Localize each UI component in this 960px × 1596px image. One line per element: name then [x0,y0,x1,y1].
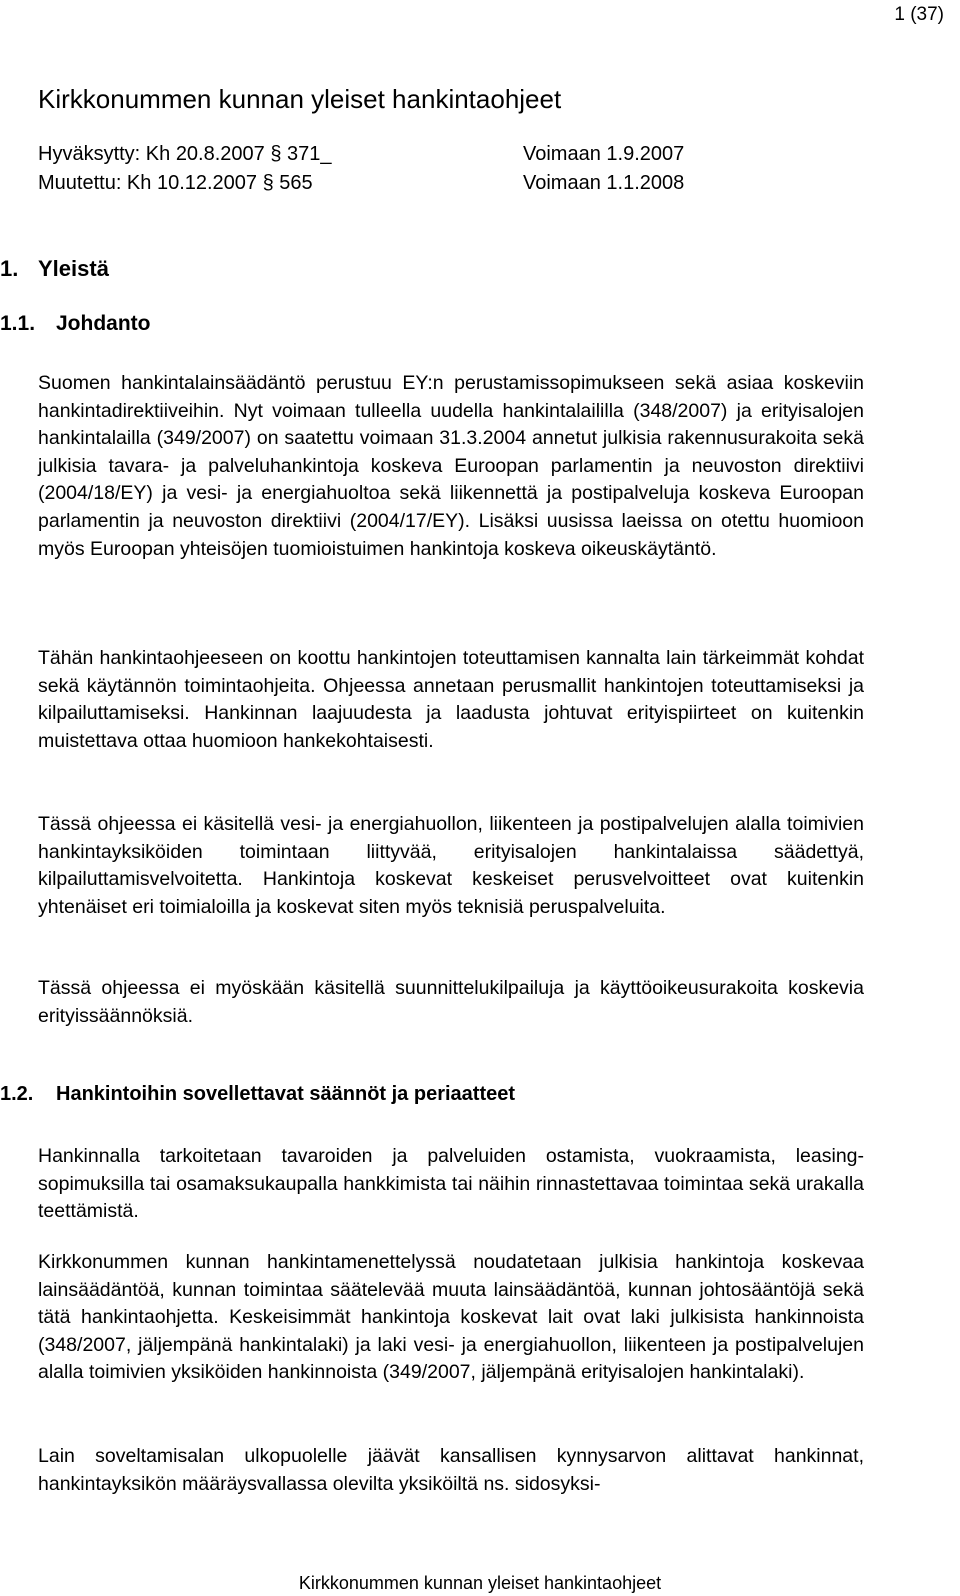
section-title: Hankintoihin sovellettavat säännöt ja periaatteet [56,1083,516,1105]
section-heading-1 [0,256,400,284]
section-heading-1-1 [0,312,400,340]
section-heading-1-2 [0,1083,700,1111]
section-number: 1.1. [0,312,36,335]
paragraph: Kirkkonummen kunnan hankintamenettelyssä noudatetaan julkisia hankintoja koskevaa lainsäädäntöä, kunnan toimintaa säätelevää muuta lainsäädäntöä, kunnan johtosääntöjä sekä tätä hankintaohjetta. Keskeisimmät hankintoja koskevat lait ovat laki julkisista hankinnoista (348/2007, jäljempänä hankintalaki) ja laki vesi- ja energiahuollon, liikenteen ja postipalvelujen alalla toimivien yksiköiden hankinnoista (349/2007, jäljempänä erityisalojen hankintalaki). [38,1251,864,1384]
amendment-date: Muutettu: Kh 10.12.2007 § 565 [38,172,313,194]
paragraph: Tässä ohjeessa ei myöskään käsitellä suunnittelukilpailuja ja käyttöoikeusurakoita koskevia erityissäännöksiä. [38,977,864,1027]
section-title: Yleistä [38,256,109,281]
effective-date: Voimaan 1.9.2007 [523,143,685,165]
paragraph: Hankinnalla tarkoitetaan tavaroiden ja palveluiden ostamista, vuokraamista, leasing-sopimuksilla tai osamaksukaupalla hankkimista tai näihin rinnastettavaa toimintaa sekä urakalla teettämistä. [38,1145,864,1223]
approval-date: Hyväksytty: Kh 20.8.2007 § 371_ [38,143,332,165]
amendment-line [38,172,685,195]
page-footer: Kirkkonummen kunnan yleiset hankintaohjeet [298,1573,662,1593]
section-number: 1.2. [0,1083,34,1105]
page-number: 1 (37) [894,4,944,25]
paragraph: Suomen hankintalainsäädäntö perustuu EY:n perustamissopimukseen sekä asiaa koskeviin hankintadirektiiveihin. Nyt voimaan tulleella uudella hankintalaililla (348/2007) ja erityisalojen hankintalailla (349/2007) on saatettu voimaan 31.3.2004 annetut julkisia rakennusurakoita sekä julkisia tavara- ja palveluhankintoja koskeva Euroopan parlamentin ja neuvoston direktiivi (2004/18/EY) ja vesi- ja energiahuoltoa sekä liikennettä ja postipalveluja koskeva Euroopan parlamentin ja neuvoston direktiivi (2004/17/EY). Lisäksi uusissa laeissa on otettu huomioon myös Euroopan yhteisöjen tuomioistuimen hankintoja koskeva oikeuskäytäntö. [38,372,864,560]
section-number: 1. [0,256,19,281]
approval-line [38,143,685,166]
section-title: Johdanto [56,312,151,335]
document-title: Kirkkonummen kunnan yleiset hankintaohjeet [38,84,562,114]
paragraph: Lain soveltamisalan ulkopuolelle jäävät kansallisen kynnysarvon alittavat hankinnat, hankintayksikön määräysvallassa olevilta yksiköiltä ns. sidosyksi- [38,1445,864,1495]
paragraph: Tässä ohjeessa ei käsitellä vesi- ja energiahuollon, liikenteen ja postipalvelujen alalla toimivien hankintayksiköiden toimintaan liittyvää, erityisalojen hankintalaissa säädettyä, kilpailuttamisvelvoitetta. Hankintoja koskevat keskeiset perusvelvoitteet ovat kuitenkin yhtenäiset eri toimialoilla ja koskevat siten myös teknisiä peruspalveluita. [38,813,864,918]
paragraph: Tähän hankintaohjeeseen on koottu hankintojen toteuttamisen kannalta lain tärkeimmät kohdat sekä käytännön toimintaohjeita. Ohjeessa annetaan perusmallit hankintojen toteuttamiseksi ja kilpailuttamiseksi. Hankinnan laajuudesta ja laadusta johtuvat erityispiirteet on kuitenkin muistettava ottaa huomioon hankekohtaisesti. [38,647,864,752]
amendment-effective-date: Voimaan 1.1.2008 [523,172,685,194]
